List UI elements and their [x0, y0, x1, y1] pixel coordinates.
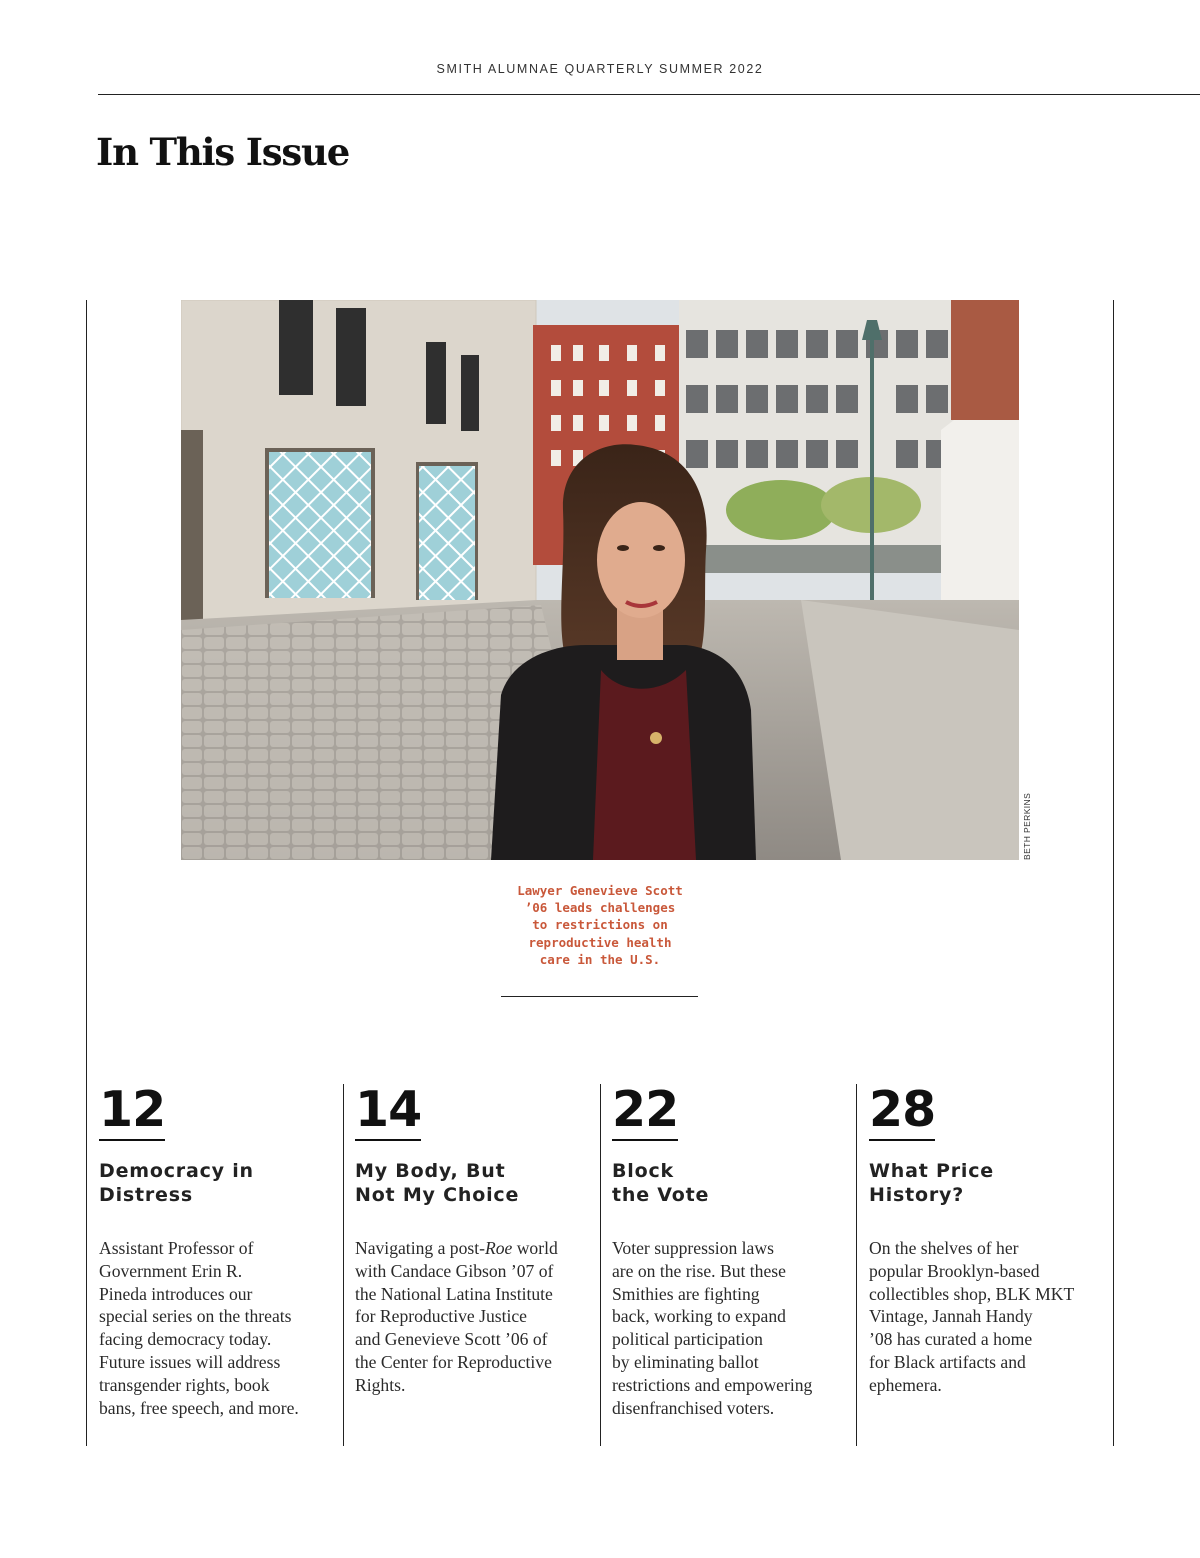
- header-rule: [98, 94, 1200, 95]
- caption-rule: [501, 996, 698, 997]
- story-summary: Assistant Professor of Government Erin R. Pineda introduces our special series on the threats facing democracy today. Future issues will address transgender rights, book bans, free speech, and more.: [99, 1238, 299, 1418]
- photo-caption: Lawyer Genevieve Scott ’06 leads challenges to restrictions on reproductive health care in the U.S.: [517, 883, 683, 967]
- story-title: Democracy in Distress: [99, 1160, 254, 1206]
- page-title: In This Issue: [96, 130, 350, 174]
- page-number: 28: [869, 1084, 935, 1141]
- column-rule: [600, 1084, 601, 1446]
- story-entry[interactable]: [612, 1081, 848, 1419]
- story-title: My Body, But Not My Choice: [355, 1160, 520, 1206]
- summary-text: world with Candace Gibson ’07 of the National Latina Institute for Reproductive Justice and Genevieve Scott ’06 of the Center for Reproductive Rights.: [355, 1238, 558, 1395]
- right-frame-rule: [1113, 300, 1114, 1446]
- feature-photo: [181, 300, 1019, 860]
- story-summary: [355, 1237, 591, 1397]
- summary-text: Navigating a post-: [355, 1238, 485, 1258]
- column-rule: [343, 1084, 344, 1446]
- story-summary: On the shelves of her popular Brooklyn-based collectibles shop, BLK MKT Vintage, Jannah Handy ’08 has curated a home for Black artifacts and ephemera.: [869, 1238, 1075, 1395]
- column-rule: [856, 1084, 857, 1446]
- story-entry[interactable]: [869, 1081, 1105, 1397]
- running-head: SMITH ALUMNAE QUARTERLY SUMMER 2022: [436, 62, 764, 76]
- story-title: Block the Vote: [612, 1160, 710, 1206]
- story-summary: Voter suppression laws are on the rise. But these Smithies are fighting back, working to expand political participation by eliminating ballot restrictions and empowering disenfranchised voters.: [612, 1238, 813, 1418]
- page-number: 14: [355, 1084, 421, 1141]
- photo-credit: BETH PERKINS: [1022, 792, 1032, 860]
- page-number: 12: [99, 1084, 165, 1141]
- story-entry[interactable]: [99, 1081, 335, 1419]
- summary-italic: Roe: [484, 1238, 513, 1258]
- story-entry[interactable]: [355, 1081, 591, 1397]
- story-title: What Price History?: [869, 1160, 994, 1206]
- left-frame-rule: [86, 300, 87, 1446]
- page-number: 22: [612, 1084, 678, 1141]
